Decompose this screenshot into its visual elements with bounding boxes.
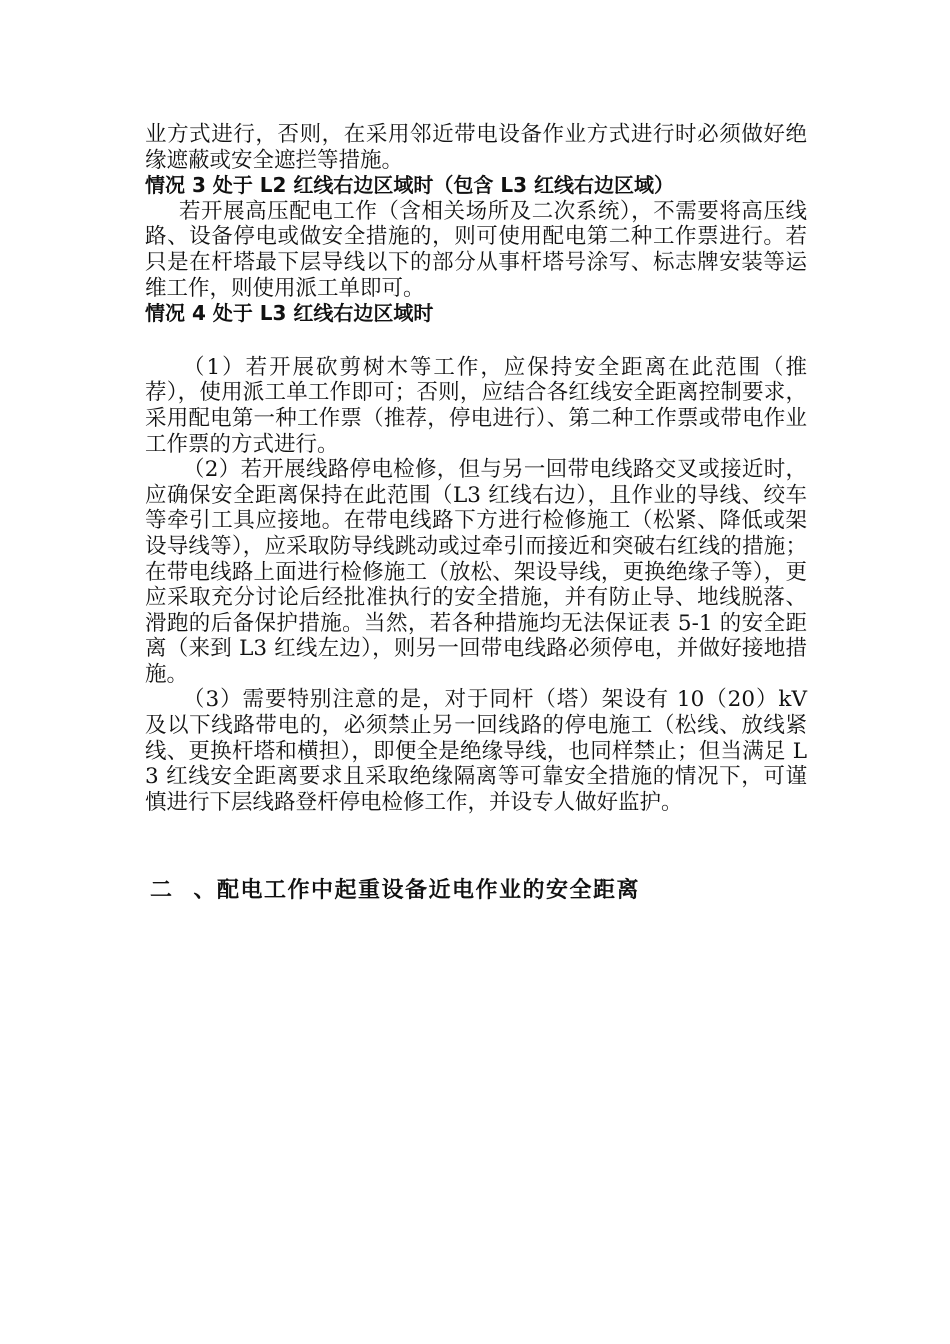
paragraph-item-2: （2）若开展线路停电检修，但与另一回带电线路交叉或接近时，应确保安全距离保持在此范围（L3 红线右边），且作业的导线、绞车等牵引工具应接地。在带电线路下方进行检修施工（松紧、降低或架设导线等），应采取防导线跳动或过牵引而接近和突破右红线的措施；在带电线路上面进行检修施工（放松、架设导线，更换绝缘子等），更应采取充分讨论后经批准执行的安全措施，并有防止导、地线脱落、滑跑的后备保护措施。当然，若各种措施均无法保证表 5-1 的安全距离（来到 L3 红线左边），则另一回带电线路必须停电，并做好接地措施。	[145, 457, 807, 687]
section-heading	[150, 877, 640, 905]
paragraph-case-3: 若开展高压配电工作（含相关场所及二次系统），不需要将高压线路、设备停电或做安全措施的，则可使用配电第二种工作票进行。若只是在杆塔最下层导线以下的部分从事杆塔号涂写、标志牌安装等运维工作，则使用派工单即可。	[145, 198, 807, 301]
section-number: 二	[150, 878, 174, 903]
heading-case-4: 情况 4 处于 L3 红线右边区域时	[145, 301, 434, 326]
paragraph-continuation: 业方式进行，否则，在采用邻近带电设备作业方式进行时必须做好绝缘遮蔽或安全遮拦等措施。	[145, 122, 807, 173]
document-body	[145, 122, 807, 815]
section-title-text: 、配电工作中起重设备近电作业的安全距离	[193, 878, 641, 903]
paragraph-item-3: （3）需要特别注意的是，对于同杆（塔）架设有 10（20）kV 及以下线路带电的，必须禁止另一回线路的停电施工（松线、放线紧线、更换杆塔和横担），即便全是绝缘导线，也同样禁止；但当满足 L3 红线安全距离要求且采取绝缘隔离等可靠安全措施的情况下，可谨慎进行下层线路登杆停电检修工作，并设专人做好监护。	[145, 687, 807, 815]
heading-case-3: 情况 3 处于 L2 红线右边区域时（包含 L3 红线右边区域）	[145, 173, 675, 198]
spacer	[145, 327, 807, 355]
paragraph-item-1: （1）若开展砍剪树木等工作，应保持安全距离在此范围（推荐），使用派工单工作即可；否则，应结合各红线安全距离控制要求，采用配电第一种工作票（推荐，停电进行）、第二种工作票或带电作业工作票的方式进行。	[145, 354, 807, 457]
